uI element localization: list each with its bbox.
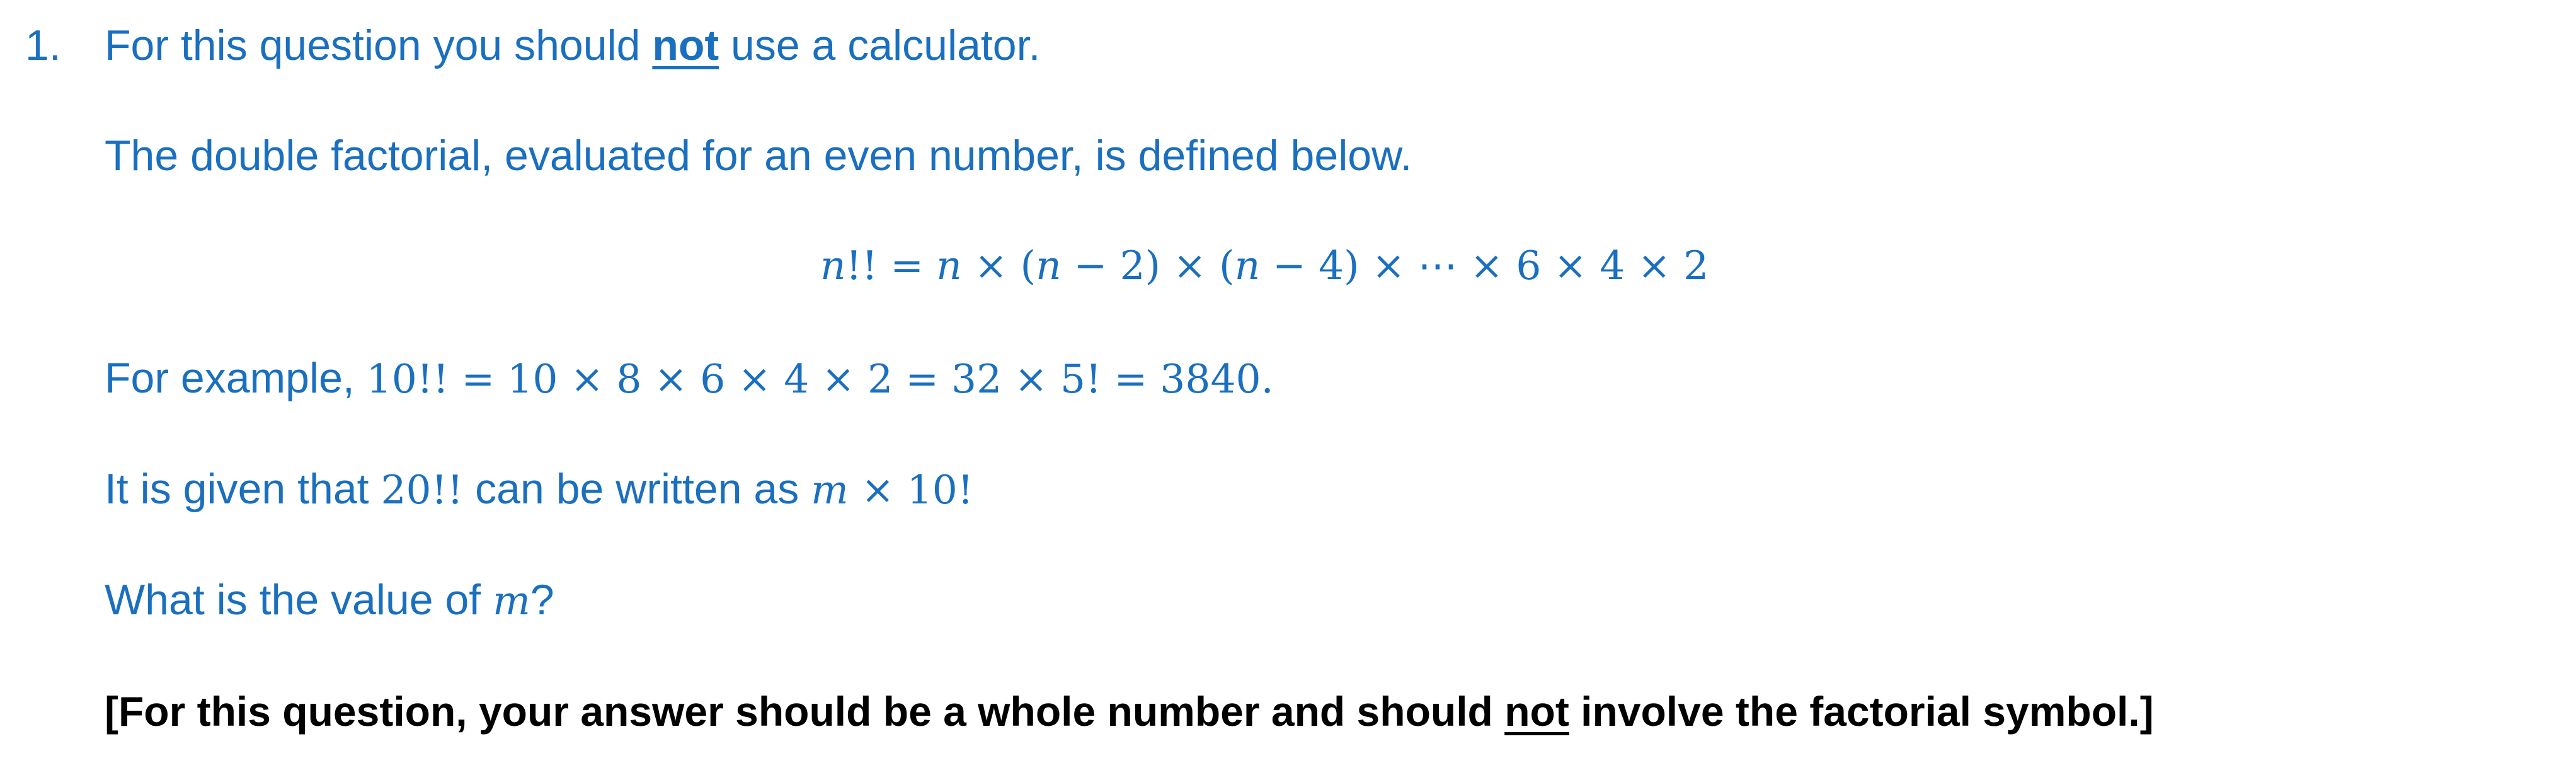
calculator-instruction-post: use a calculator. (719, 21, 1041, 69)
ask-pre: What is the value of (105, 576, 493, 624)
instruction-pre: [For this question, your answer should be a whole number and should (105, 688, 1505, 735)
given-line (105, 465, 974, 513)
ask-post: ? (530, 576, 554, 624)
def-lhs-rest: !! = (845, 243, 937, 289)
answer-format-instruction (105, 688, 2154, 735)
given-math-20: 20!! (381, 467, 464, 513)
instruction-post: involve the factorial symbol.] (1569, 688, 2154, 735)
question-number: 1. (25, 21, 61, 69)
example-line (105, 354, 1274, 402)
not-emphasis: not (652, 21, 719, 69)
double-factorial-definition (820, 243, 1709, 289)
definition-intro: The double factorial, evaluated for an even number, is defined below. (105, 132, 1412, 180)
instruction-not-emphasis: not (1504, 688, 1569, 735)
def-term-2: n (1036, 243, 1062, 289)
given-var-m: m (811, 467, 849, 513)
def-lhs-var: n (820, 243, 846, 289)
def-op-1: × ( (961, 243, 1036, 289)
example-label: For example, (105, 354, 367, 402)
def-term-3: n (1234, 243, 1261, 289)
given-math-10: × 10! (848, 467, 974, 513)
def-term-1: n (936, 243, 962, 289)
given-mid: can be written as (463, 465, 811, 513)
example-math: 10!! = 10 × 8 × 6 × 4 × 2 = 32 × 5! = 3840. (366, 356, 1274, 402)
def-op-2: − 2) × ( (1061, 243, 1235, 289)
question-ask (105, 576, 554, 624)
def-op-3: − 4) × ⋯ × 6 × 4 × 2 (1260, 243, 1709, 289)
given-pre: It is given that (105, 465, 381, 513)
ask-var-m: m (493, 578, 530, 624)
calculator-instruction (105, 21, 1041, 69)
calculator-instruction-pre: For this question you should (105, 21, 653, 69)
